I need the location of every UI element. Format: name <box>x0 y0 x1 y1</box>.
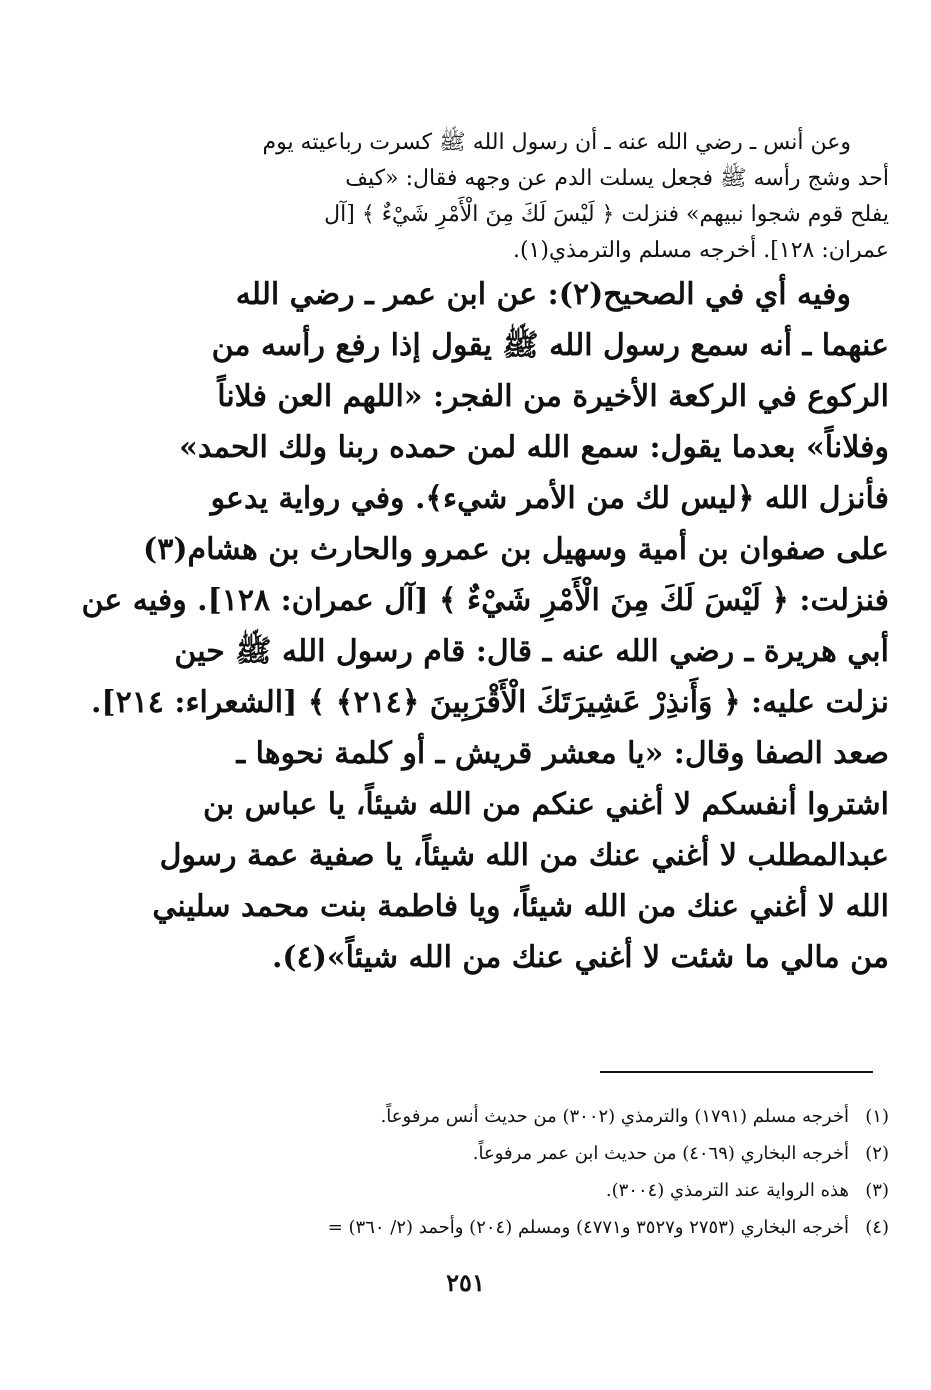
footnote-divider <box>600 1071 873 1073</box>
paragraph-ibn-umar-hadith <box>81 269 889 983</box>
footnote-number: (٣) <box>865 1180 889 1201</box>
footnote-text: أخرجه البخاري (٢٧٥٣ و٣٥٢٧ و٤٧٧١) ومسلم (٢٠٤) وأحمد (٢/ ٣٦٠) = <box>327 1217 849 1238</box>
footnote <box>189 1098 889 1135</box>
text-line: يفلح قوم شجوا نبيهم» فنزلت ﴿ لَيْسَ لَكَ مِنَ الْأَمْرِ شَيْءٌ ﴾ [آل <box>324 202 889 227</box>
text-line: الركوع في الركعة الأخيرة من الفجر: «اللهم العن فلاناً <box>217 379 889 414</box>
text-line: عبدالمطلب لا أغني عنك من الله شيئاً، يا صفية عمة رسول <box>159 838 889 873</box>
paragraph-anas-hadith <box>189 125 889 269</box>
main-text <box>81 125 889 983</box>
footnote-text: هذه الرواية عند الترمذي (٣٠٠٤). <box>605 1180 849 1201</box>
text-line: وعن أنس ـ رضي الله عنه ـ أن رسول الله ﷺ كسرت رباعيته يوم <box>262 130 851 155</box>
footnote-text: أخرجه البخاري (٤٠٦٩) من حديث ابن عمر مرفوعاً. <box>472 1143 849 1164</box>
text-line: عنهما ـ أنه سمع رسول الله ﷺ يقول إذا رفع رأسه من <box>211 328 889 363</box>
text-line: على صفوان بن أمية وسهيل بن عمرو والحارث بن هشام(٣) <box>143 532 889 567</box>
footnote-number: (٤) <box>865 1217 889 1238</box>
footnote <box>189 1172 889 1209</box>
footnotes <box>189 1098 889 1246</box>
page-number: ٢٥١ <box>446 1268 485 1297</box>
text-line: الله لا أغني عنك من الله شيئاً، ويا فاطمة بنت محمد سليني <box>152 889 889 924</box>
text-line: فأنزل الله ﴿ليس لك من الأمر شيء﴾. وفي رواية يدعو <box>210 481 889 516</box>
text-line: وفيه أي في الصحيح(٢): عن ابن عمر ـ رضي الله <box>235 277 851 312</box>
text-line: صعد الصفا وقال: «يا معشر قريش ـ أو كلمة نحوها ـ <box>236 736 889 771</box>
text-line: من مالي ما شئت لا أغني عنك من الله شيئاً»(٤). <box>271 940 889 975</box>
footnote-number: (١) <box>865 1106 889 1127</box>
footnote <box>189 1209 889 1246</box>
text-line: فنزلت: ﴿ لَيْسَ لَكَ مِنَ الْأَمْرِ شَيْءٌ ﴾ [آل عمران: ١٢٨]. وفيه عن <box>81 583 889 618</box>
text-line: أحد وشج رأسه ﷺ فجعل يسلت الدم عن وجهه فقال: «كيف <box>345 166 889 191</box>
text-line: عمران: ١٢٨]. أخرجه مسلم والترمذي(١). <box>512 238 889 263</box>
text-line: وفلاناً» بعدما يقول: سمع الله لمن حمده ربنا ولك الحمد» <box>179 430 889 465</box>
text-line: أبي هريرة ـ رضي الله عنه ـ قال: قام رسول الله ﷺ حين <box>174 634 889 669</box>
footnote-text: أخرجه مسلم (١٧٩١) والترمذي (٣٠٠٢) من حديث أنس مرفوعاً. <box>380 1106 849 1127</box>
footnote <box>189 1135 889 1172</box>
text-line: نزلت عليه: ﴿ وَأَنذِرْ عَشِيرَتَكَ الْأَقْرَبِينَ ﴿٢١٤﴾ ﴾ [الشعراء: ٢١٤]. <box>90 685 889 720</box>
text-line: اشتروا أنفسكم لا أغني عنكم من الله شيئاً، يا عباس بن <box>202 787 889 822</box>
footnote-number: (٢) <box>865 1143 889 1164</box>
